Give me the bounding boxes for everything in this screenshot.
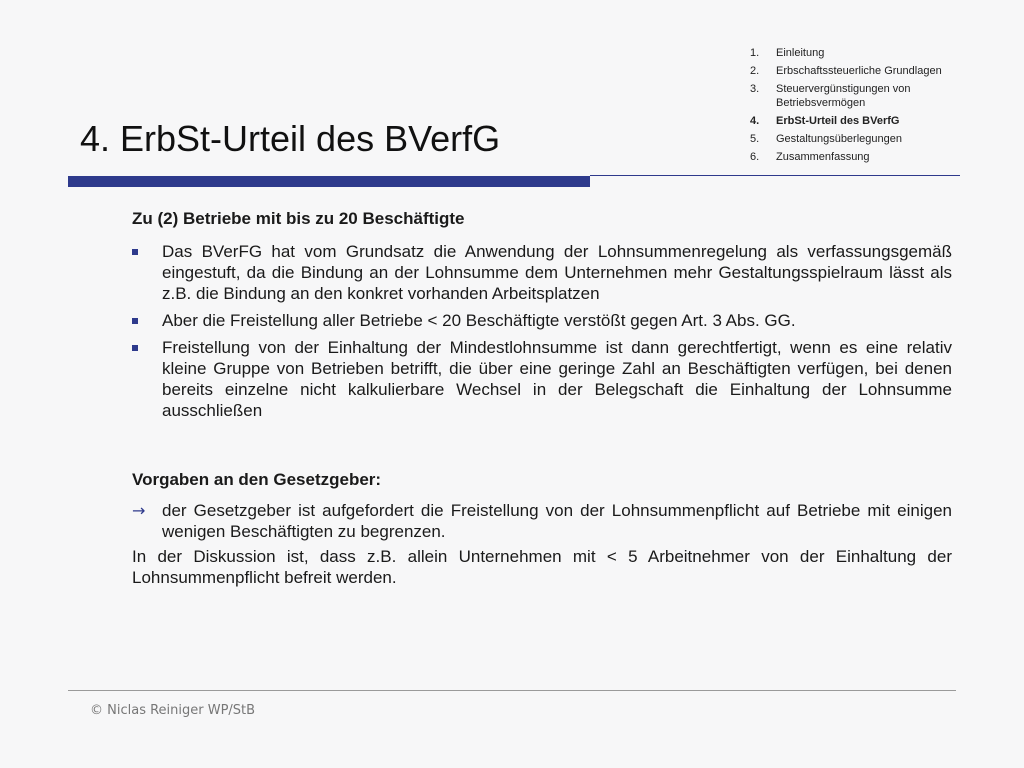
agenda-list (750, 46, 1000, 168)
agenda-item-grundlagen (750, 64, 1000, 78)
bullet-list (132, 241, 952, 421)
bullet-item (132, 337, 952, 421)
bullet-text: Freistellung von der Einhaltung der Mindestlohnsumme ist dann gerechtfertigt, wenn es eine relativ kleine Gruppe von Betrieben betrifft, die über eine geringe Zahl an Beschäftigten verfügen, bei denen bereits einzelne nicht kalkulierbare Wechsel in der Belegschaft die Einhaltung der Lohnsumme ausschließen (162, 338, 952, 420)
arrow-item-text: der Gesetzgeber ist aufgefordert die Freistellung von der Lohnsummenpflicht auf Betriebe mit einigen wenigen Beschäftigten zu begrenzen. (162, 501, 952, 541)
bullet-item (132, 241, 952, 304)
discussion-paragraph: In der Diskussion ist, dass z.B. allein Unternehmen mit < 5 Arbeitnehmer von der Einhaltung der Lohnsummenpflicht befreit werden. (132, 547, 952, 587)
header-rule-thin (590, 175, 960, 176)
agenda-item-einleitung (750, 46, 1000, 60)
bullet-square-icon (132, 249, 138, 255)
section-heading-vorgaben: Vorgaben an den Gesetzgeber: (132, 470, 382, 489)
agenda-item-number: 2. (750, 65, 760, 77)
bullet-text: Das BVerFG hat vom Grundsatz die Anwendung der Lohnsummenregelung als verfassungsgemäß eingestuft, da die Bindung an der Lohnsumme dem Unternehmen mehr Gestaltungsspielraum lässt als z.B. die Bindung an den konkret vorhanden Arbeitsplatzen (162, 242, 952, 303)
agenda-item-steuerverguenstigungen (750, 82, 1000, 110)
section-heading-betriebe: Zu (2) Betriebe mit bis zu 20 Beschäftigte (132, 209, 465, 228)
bullet-square-icon (132, 345, 138, 351)
bullet-text: Aber die Freistellung aller Betriebe < 20 Beschäftigte verstößt gegen Art. 3 Abs. GG. (162, 311, 796, 330)
agenda-item-number: 6. (750, 151, 760, 163)
agenda-item-label: Zusammenfassung (776, 151, 870, 163)
agenda-item-number: 1. (750, 47, 760, 59)
arrow-right-icon: → (132, 501, 146, 520)
agenda-item-label: ErbSt-Urteil des BVerfG (776, 115, 900, 127)
agenda-item-label: Einleitung (776, 47, 825, 59)
agenda-item-number: 3. (750, 83, 760, 95)
agenda-item-label: Gestaltungsüberlegungen (776, 133, 902, 145)
agenda-item-gestaltung (750, 132, 1000, 146)
slide-content (132, 208, 952, 588)
agenda-item-label: Steuervergünstigungen von Betriebsvermögen (776, 83, 911, 109)
agenda-item-number: 5. (750, 133, 760, 145)
bullet-square-icon (132, 318, 138, 324)
agenda-item-erbst-urteil (750, 114, 1000, 128)
slide-title: 4. ErbSt-Urteil des BVerfG (80, 118, 501, 159)
arrow-item (132, 500, 952, 542)
footer-copyright: © Niclas Reiniger WP/StB (90, 703, 256, 718)
agenda-item-zusammenfassung (750, 150, 1000, 164)
agenda-item-number: 4. (750, 115, 760, 127)
agenda-item-label: Erbschaftssteuerliche Grundlagen (776, 65, 942, 77)
header-rule-thick (68, 176, 590, 187)
bullet-item (132, 310, 952, 331)
footer-rule (68, 690, 956, 691)
section-vorgaben (132, 469, 952, 588)
